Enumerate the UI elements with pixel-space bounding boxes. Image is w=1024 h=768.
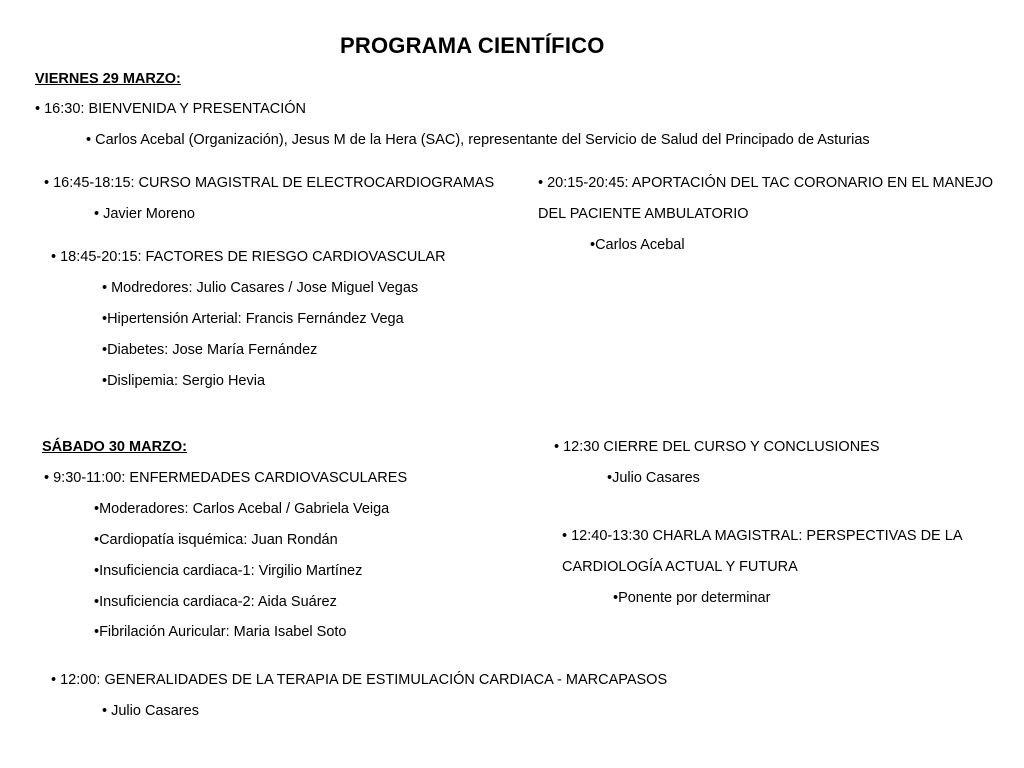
cardio-talk: •Insuficiencia cardiaca-2: Aida Suárez — [94, 594, 337, 610]
pacemaker-speaker: • Julio Casares — [102, 703, 199, 719]
closing-speaker: •Julio Casares — [607, 470, 700, 486]
ecg-item: • 16:45-18:15: CURSO MAGISTRAL DE ELECTROCARDIOGRAMAS — [44, 175, 495, 191]
ecg-speaker: • Javier Moreno — [94, 206, 195, 222]
cardio-talk: •Moderadores: Carlos Acebal / Gabriela Veiga — [94, 501, 390, 517]
tac-item-line2: DEL PACIENTE AMBULATORIO — [538, 206, 749, 222]
risk-item: • 18:45-20:15: FACTORES DE RIESGO CARDIOVASCULAR — [51, 249, 446, 265]
closing-item: • 12:30 CIERRE DEL CURSO Y CONCLUSIONES — [554, 439, 880, 455]
lecture-speaker: •Ponente por determinar — [613, 590, 771, 606]
risk-talk: •Dislipemia: Sergio Hevia — [102, 373, 266, 389]
risk-talk: •Hipertensión Arterial: Francis Fernández Vega — [102, 311, 404, 327]
lecture-item-line2: CARDIOLOGÍA ACTUAL Y FUTURA — [562, 559, 798, 575]
cardio-talk: •Cardiopatía isquémica: Juan Rondán — [94, 532, 338, 548]
pacemaker-item: • 12:00: GENERALIDADES DE LA TERAPIA DE ESTIMULACIÓN CARDIACA - MARCAPASOS — [51, 672, 668, 688]
cardio-talk: •Fibrilación Auricular: Maria Isabel Soto — [94, 624, 347, 640]
welcome-speakers: • Carlos Acebal (Organización), Jesus M de la Hera (SAC), representante del Servicio de Salud del Principado de Asturias — [86, 132, 870, 148]
friday-heading: VIERNES 29 MARZO: — [35, 71, 181, 87]
cardio-item: • 9:30-11:00: ENFERMEDADES CARDIOVASCULARES — [44, 470, 408, 486]
cardio-talk: •Insuficiencia cardiaca-1: Virgilio Martínez — [94, 563, 363, 579]
lecture-item-line1: • 12:40-13:30 CHARLA MAGISTRAL: PERSPECTIVAS DE LA — [562, 528, 963, 544]
risk-talk: •Diabetes: Jose María Fernández — [102, 342, 318, 358]
saturday-heading: SÁBADO 30 MARZO: — [42, 439, 188, 455]
tac-item-line1: • 20:15-20:45: APORTACIÓN DEL TAC CORONARIO EN EL MANEJO — [538, 175, 993, 191]
tac-speaker: •Carlos Acebal — [590, 237, 685, 253]
welcome-item: • 16:30: BIENVENIDA Y PRESENTACIÓN — [35, 101, 307, 117]
page-title: PROGRAMA CIENTÍFICO — [340, 33, 605, 58]
risk-talk: • Modredores: Julio Casares / Jose Miguel Vegas — [102, 280, 419, 296]
